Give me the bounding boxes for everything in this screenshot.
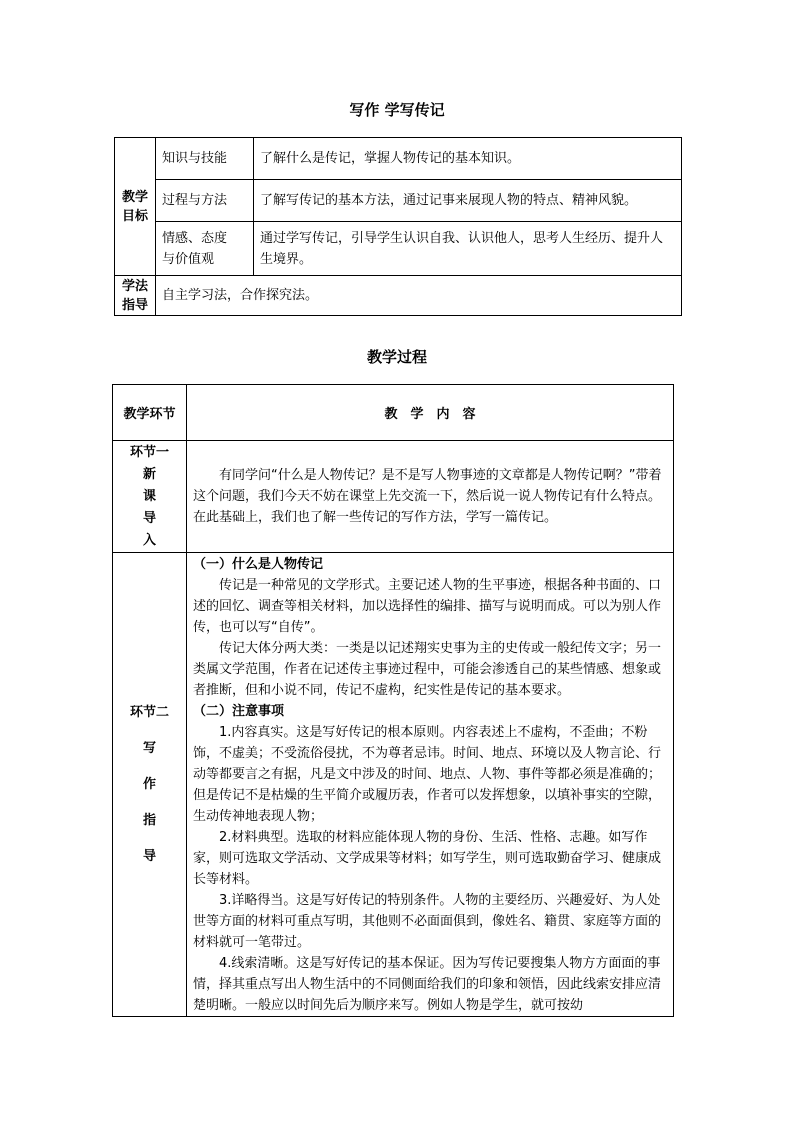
content-column-header: 教 学 内 容 <box>187 385 674 441</box>
objectives-header: 教学目标 <box>115 138 156 276</box>
stage-writing-guide-content <box>187 553 674 1017</box>
objective-content-process: 了解写传记的基本方法，通过记事来展现人物的特点、精神风貌。 <box>254 180 682 222</box>
method-header: 学法指导 <box>115 276 156 316</box>
method-content: 自主学习法，合作探究法。 <box>156 276 682 316</box>
section-heading-notes: （二）注意事项 <box>193 704 285 719</box>
process-title: 教学过程 <box>366 348 427 366</box>
objective-label-knowledge: 知识与技能 <box>156 138 254 180</box>
document-title: 写作 学写传记 <box>349 101 445 119</box>
section-heading-what: （一）什么是人物传记 <box>193 557 324 572</box>
process-table <box>112 384 674 1017</box>
objectives-table <box>114 137 682 316</box>
paragraph: 3.详略得当。这是写好传记的特别条件。人物的主要经历、兴趣爱好、为人处世等方面的材料可重点写明，其他则不必面面俱到，像姓名、籍贯、家庭等方面的材料就可一笔带过。 <box>193 893 662 950</box>
paragraph: 传记是一种常见的文学形式。主要记述人物的生平事迹，根据各种书面的、口述的回忆、调查等相关材料，加以选择性的编排、描写与说明而成。可以为别人作传，也可以写“自传”。 <box>193 578 662 635</box>
objective-content-emotion: 通过学写传记，引导学生认识自我、认识他人，思考人生经历、提升人生境界。 <box>254 222 682 276</box>
paragraph: 1.内容真实。这是写好传记的根本原则。内容表述上不虚构，不歪曲；不粉饰，不虚美；不受流俗侵扰，不为尊者忌讳。时间、地点、环境以及人物言论、行动等都要言之有据，凡是文中涉及的时间、地点、人物、事件等都必须是准确的；但是传记不是枯燥的生平简介或履历表，作者可以发挥想象，以填补事实的空隙，生动传神地表现人物； <box>193 725 662 824</box>
paragraph: 传记大体分两大类：一类是以记述翔实史事为主的史传或一般纪传文字；另一类属文学范围，作者在记述传主事迹过程中，可能会渗透自己的某些情感、想象或者推断，但和小说不同，传记不虚构，纪实性是传记的基本要求。 <box>193 641 662 698</box>
stage-intro-content: 有同学问“什么是人物传记？是不是写人物事迹的文章都是人物传记啊？”带着这个问题，我们今天不妨在课堂上先交流一下，然后说一说人物传记有什么特点。在此基础上，我们也了解一些传记的写作方法，学写一篇传记。 <box>187 441 674 553</box>
stage-intro: 环节一 新 课 导 入 <box>113 441 187 553</box>
paragraph: 2.材料典型。选取的材料应能体现人物的身份、生活、性格、志趣。如写作家，则可选取文学活动、文学成果等材料；如写学生，则可选取勤奋学习、健康成长等材料。 <box>193 830 662 887</box>
objective-label-process: 过程与方法 <box>156 180 254 222</box>
stage-writing-guide: 环节二 写 作 指 导 <box>113 553 187 1017</box>
objective-content-knowledge: 了解什么是传记，掌握人物传记的基本知识。 <box>254 138 682 180</box>
paragraph: 4.线索清晰。这是写好传记的基本保证。因为写传记要搜集人物方方面面的事情，择其重点写出人物生活中的不同侧面给我们的印象和领悟，因此线索安排应清楚明晰。一般应以时间先后为顺序来写。例如人物是学生，就可按幼 <box>193 956 662 1013</box>
stage-column-header: 教学环节 <box>113 385 187 441</box>
objective-label-emotion: 情感、态度 与价值观 <box>156 222 254 276</box>
